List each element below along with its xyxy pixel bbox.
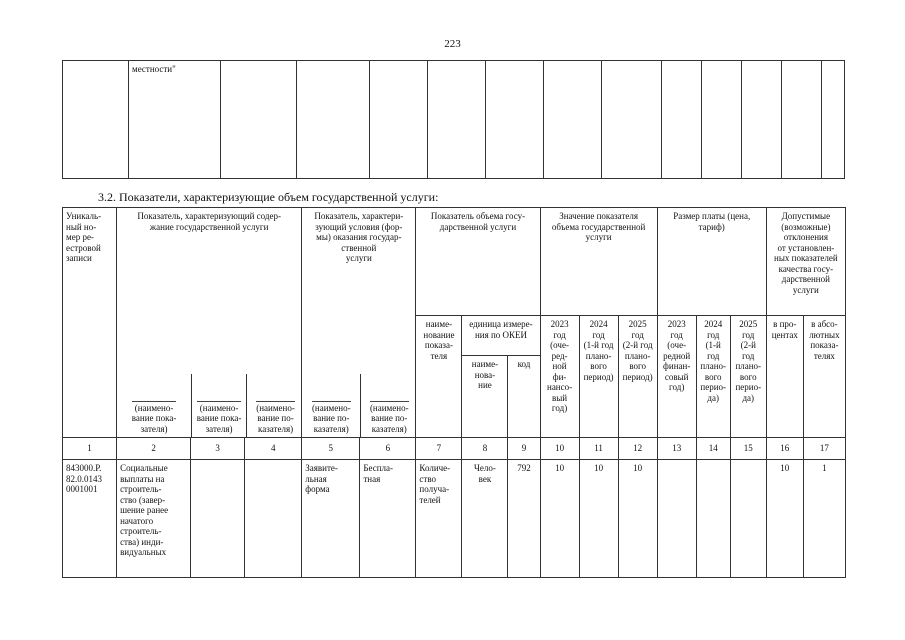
cell-condition-2: Беспла- тная (360, 460, 416, 578)
column-number: 8 (462, 438, 508, 460)
cell-content-indicator-3 (245, 460, 302, 578)
cell-value-2024: 10 (579, 460, 618, 578)
column-number: 9 (508, 438, 540, 460)
header-fee-size: Размер платы (цена, тариф) (657, 208, 766, 316)
column-number: 16 (766, 438, 803, 460)
cell-volume-name: Количе- ство получа- телей (416, 460, 462, 578)
cell-content-indicator-2 (191, 460, 245, 578)
fragment-cell (63, 61, 129, 179)
column-number: 1 (63, 438, 117, 460)
cell-unit-name: Чело- век (462, 460, 508, 578)
column-number: 7 (416, 438, 462, 460)
header-okei-code: код (508, 356, 540, 438)
cell-registry-number: 843000.Р. 82.0.0143 0001001 (63, 460, 117, 578)
header-value-2023: 2023 год (оче- ред- ной фи- нансо- вый год) (540, 316, 579, 438)
fragment-cell (544, 61, 602, 179)
cell-fee-2025 (730, 460, 766, 578)
column-number: 4 (245, 438, 302, 460)
fragment-cell (742, 61, 782, 179)
column-number: 15 (730, 438, 766, 460)
cell-condition-1: Заявите- льная форма (302, 460, 360, 578)
cell-content-indicator-1: Социальные выплаты на строитель- ство (завер- шение ранее начатого строитель- ства) инди- видуальных (117, 460, 191, 578)
header-content-name-1: (наимено- вание пока- зателя) (117, 374, 192, 437)
cell-fee-2023 (657, 460, 696, 578)
header-okei-unit: единица измере- ния по ОКЕИ (462, 316, 540, 356)
header-registry-number: Уникаль- ный но- мер ре- естровой записи (63, 208, 117, 438)
header-content-subcolumns (117, 316, 302, 438)
column-number: 11 (579, 438, 618, 460)
column-number: 5 (302, 438, 360, 460)
fragment-cell (428, 61, 486, 179)
header-volume-values: Значение показателя объема государственной услуги (540, 208, 657, 316)
column-number: 17 (803, 438, 845, 460)
header-okei-name: наиме- нова- ние (462, 356, 508, 438)
header-volume-indicator: Показатель объема госу- дарственной услуги (416, 208, 540, 316)
header-content-name-2: (наимено- вание пока- зателя) (192, 374, 247, 437)
header-volume-indicator-name: наиме- нование показа- теля (416, 316, 462, 438)
header-value-2025: 2025 год (2-й год плано- вого период) (618, 316, 657, 438)
fragment-cell (822, 61, 845, 179)
fragment-cell (662, 61, 702, 179)
column-number: 14 (696, 438, 730, 460)
fragment-cell (602, 61, 662, 179)
cell-deviation-percent: 10 (766, 460, 803, 578)
header-conditions-subcolumns (302, 316, 416, 438)
column-number: 12 (618, 438, 657, 460)
header-value-2024: 2024 год (1-й год плано- вого период) (579, 316, 618, 438)
fragment-cell (221, 61, 297, 179)
header-condition-name-2: (наимено- вание по- казателя) (369, 402, 409, 434)
fragment-cell-text: местности" (129, 61, 221, 179)
header-fee-2025: 2025 год (2-й год плано- вого перио- да) (730, 316, 766, 438)
cell-unit-code: 792 (508, 460, 540, 578)
page-number: 223 (444, 38, 461, 50)
cell-value-2025: 10 (618, 460, 657, 578)
volume-indicators-table (62, 207, 846, 578)
header-content-name-3: (наимено- вание по- казателя) (256, 402, 295, 434)
header-deviation-percent: в про- центах (766, 316, 803, 438)
header-fee-2024: 2024 год (1-й год плано- вого перио- да) (696, 316, 730, 438)
header-deviation-absolute: в абсо- лютных показа- телях (803, 316, 845, 438)
table-row (63, 460, 846, 578)
header-allowed-deviations: Допустимые (возможные) отклонения от установлен- ных показателей качества госу- дарственной услуги (766, 208, 845, 316)
column-number: 6 (360, 438, 416, 460)
fragment-cell (782, 61, 822, 179)
cell-deviation-absolute: 1 (803, 460, 845, 578)
header-condition-name-1: (наимено- вание по- казателя) (302, 374, 361, 437)
fragment-cell (702, 61, 742, 179)
previous-table-fragment (62, 60, 845, 179)
cell-fee-2024 (696, 460, 730, 578)
column-number: 13 (657, 438, 696, 460)
header-conditions-indicator: Показатель, характери- зующий условия (фор- мы) оказания государ- ственной услуги (302, 208, 416, 316)
fragment-cell (370, 61, 428, 179)
fragment-cell (297, 61, 370, 179)
header-content-indicator: Показатель, характеризующий содер- жание государственной услуги (117, 208, 302, 316)
column-number: 2 (117, 438, 191, 460)
fragment-cell (486, 61, 544, 179)
section-heading: 3.2. Показатели, характеризующие объем государственной услуги: (98, 190, 439, 204)
column-number: 10 (540, 438, 579, 460)
cell-value-2023: 10 (540, 460, 579, 578)
header-fee-2023: 2023 год (оче- редной финан- совый год) (657, 316, 696, 438)
column-number: 3 (191, 438, 245, 460)
